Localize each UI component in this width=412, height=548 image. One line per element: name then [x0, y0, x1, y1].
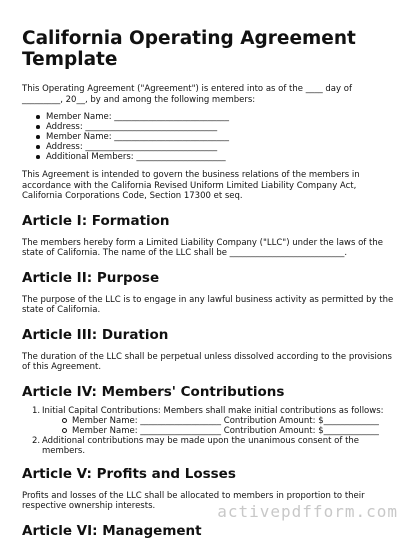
- article-profits-text: Profits and losses of the LLC shall be allocated to members in proportion to their respective ownership interests.: [22, 490, 365, 511]
- intro-paragraph: This Operating Agreement ("Agreement") is entered into as of the ____ day of _________, 20__, by and among the following members:: [22, 84, 352, 105]
- contributions-list: [22, 406, 394, 456]
- document-page: [22, 28, 394, 548]
- list-item: Member Name: ___________________ Contribution Amount: $_____________: [62, 416, 394, 426]
- article-duration-text: The duration of the LLC shall be perpetual unless dissolved according to the provisions of this Agreement.: [22, 351, 392, 372]
- item-number: 1.: [32, 405, 41, 416]
- item-text: Initial Capital Contributions: Members shall make initial contributions as follows:: [42, 405, 384, 416]
- article-contributions-heading: Article IV: Members' Contributions: [22, 383, 285, 400]
- article-purpose-heading: Article II: Purpose: [22, 269, 160, 286]
- contribution-sublist: [42, 416, 394, 436]
- members-list: [22, 112, 394, 162]
- list-item: Additional Members: _____________________: [36, 152, 394, 162]
- list-item: Member Name: ___________________________: [36, 132, 394, 142]
- item-text: Additional contributions may be made upon the unanimous consent of the members.: [42, 435, 360, 456]
- article-formation-heading: Article I: Formation: [22, 212, 170, 229]
- document-title: California Operating Agreement Template: [22, 28, 356, 70]
- article-duration-heading: Article III: Duration: [22, 326, 169, 343]
- article-purpose-text: The purpose of the LLC is to engage in any lawful business activity as permitted by the state of California.: [22, 294, 394, 315]
- list-item: Member Name: ___________________ Contribution Amount: $_____________: [62, 426, 394, 436]
- item-number: 2.: [32, 435, 41, 446]
- list-item: Address: _______________________________: [36, 142, 394, 152]
- article-profits-heading: Article V: Profits and Losses: [22, 465, 236, 482]
- article-formation-text: The members hereby form a Limited Liability Company ("LLC") under the laws of the state of California. The name of the LLC shall be ___________________________.: [22, 237, 383, 258]
- watermark: activepdfform.com: [217, 502, 398, 521]
- list-item: [34, 406, 394, 436]
- list-item: Address: _______________________________: [36, 122, 394, 132]
- list-item: [34, 436, 394, 456]
- article-management-heading: Article VI: Management: [22, 522, 202, 539]
- purpose-statement: This Agreement is intended to govern the business relations of the members in accordance with the California Revised Uniform Limited Liability Company Act, California Corporations Code, Section 17300 et seq.: [22, 170, 360, 201]
- list-item: Member Name: ___________________________: [36, 112, 394, 122]
